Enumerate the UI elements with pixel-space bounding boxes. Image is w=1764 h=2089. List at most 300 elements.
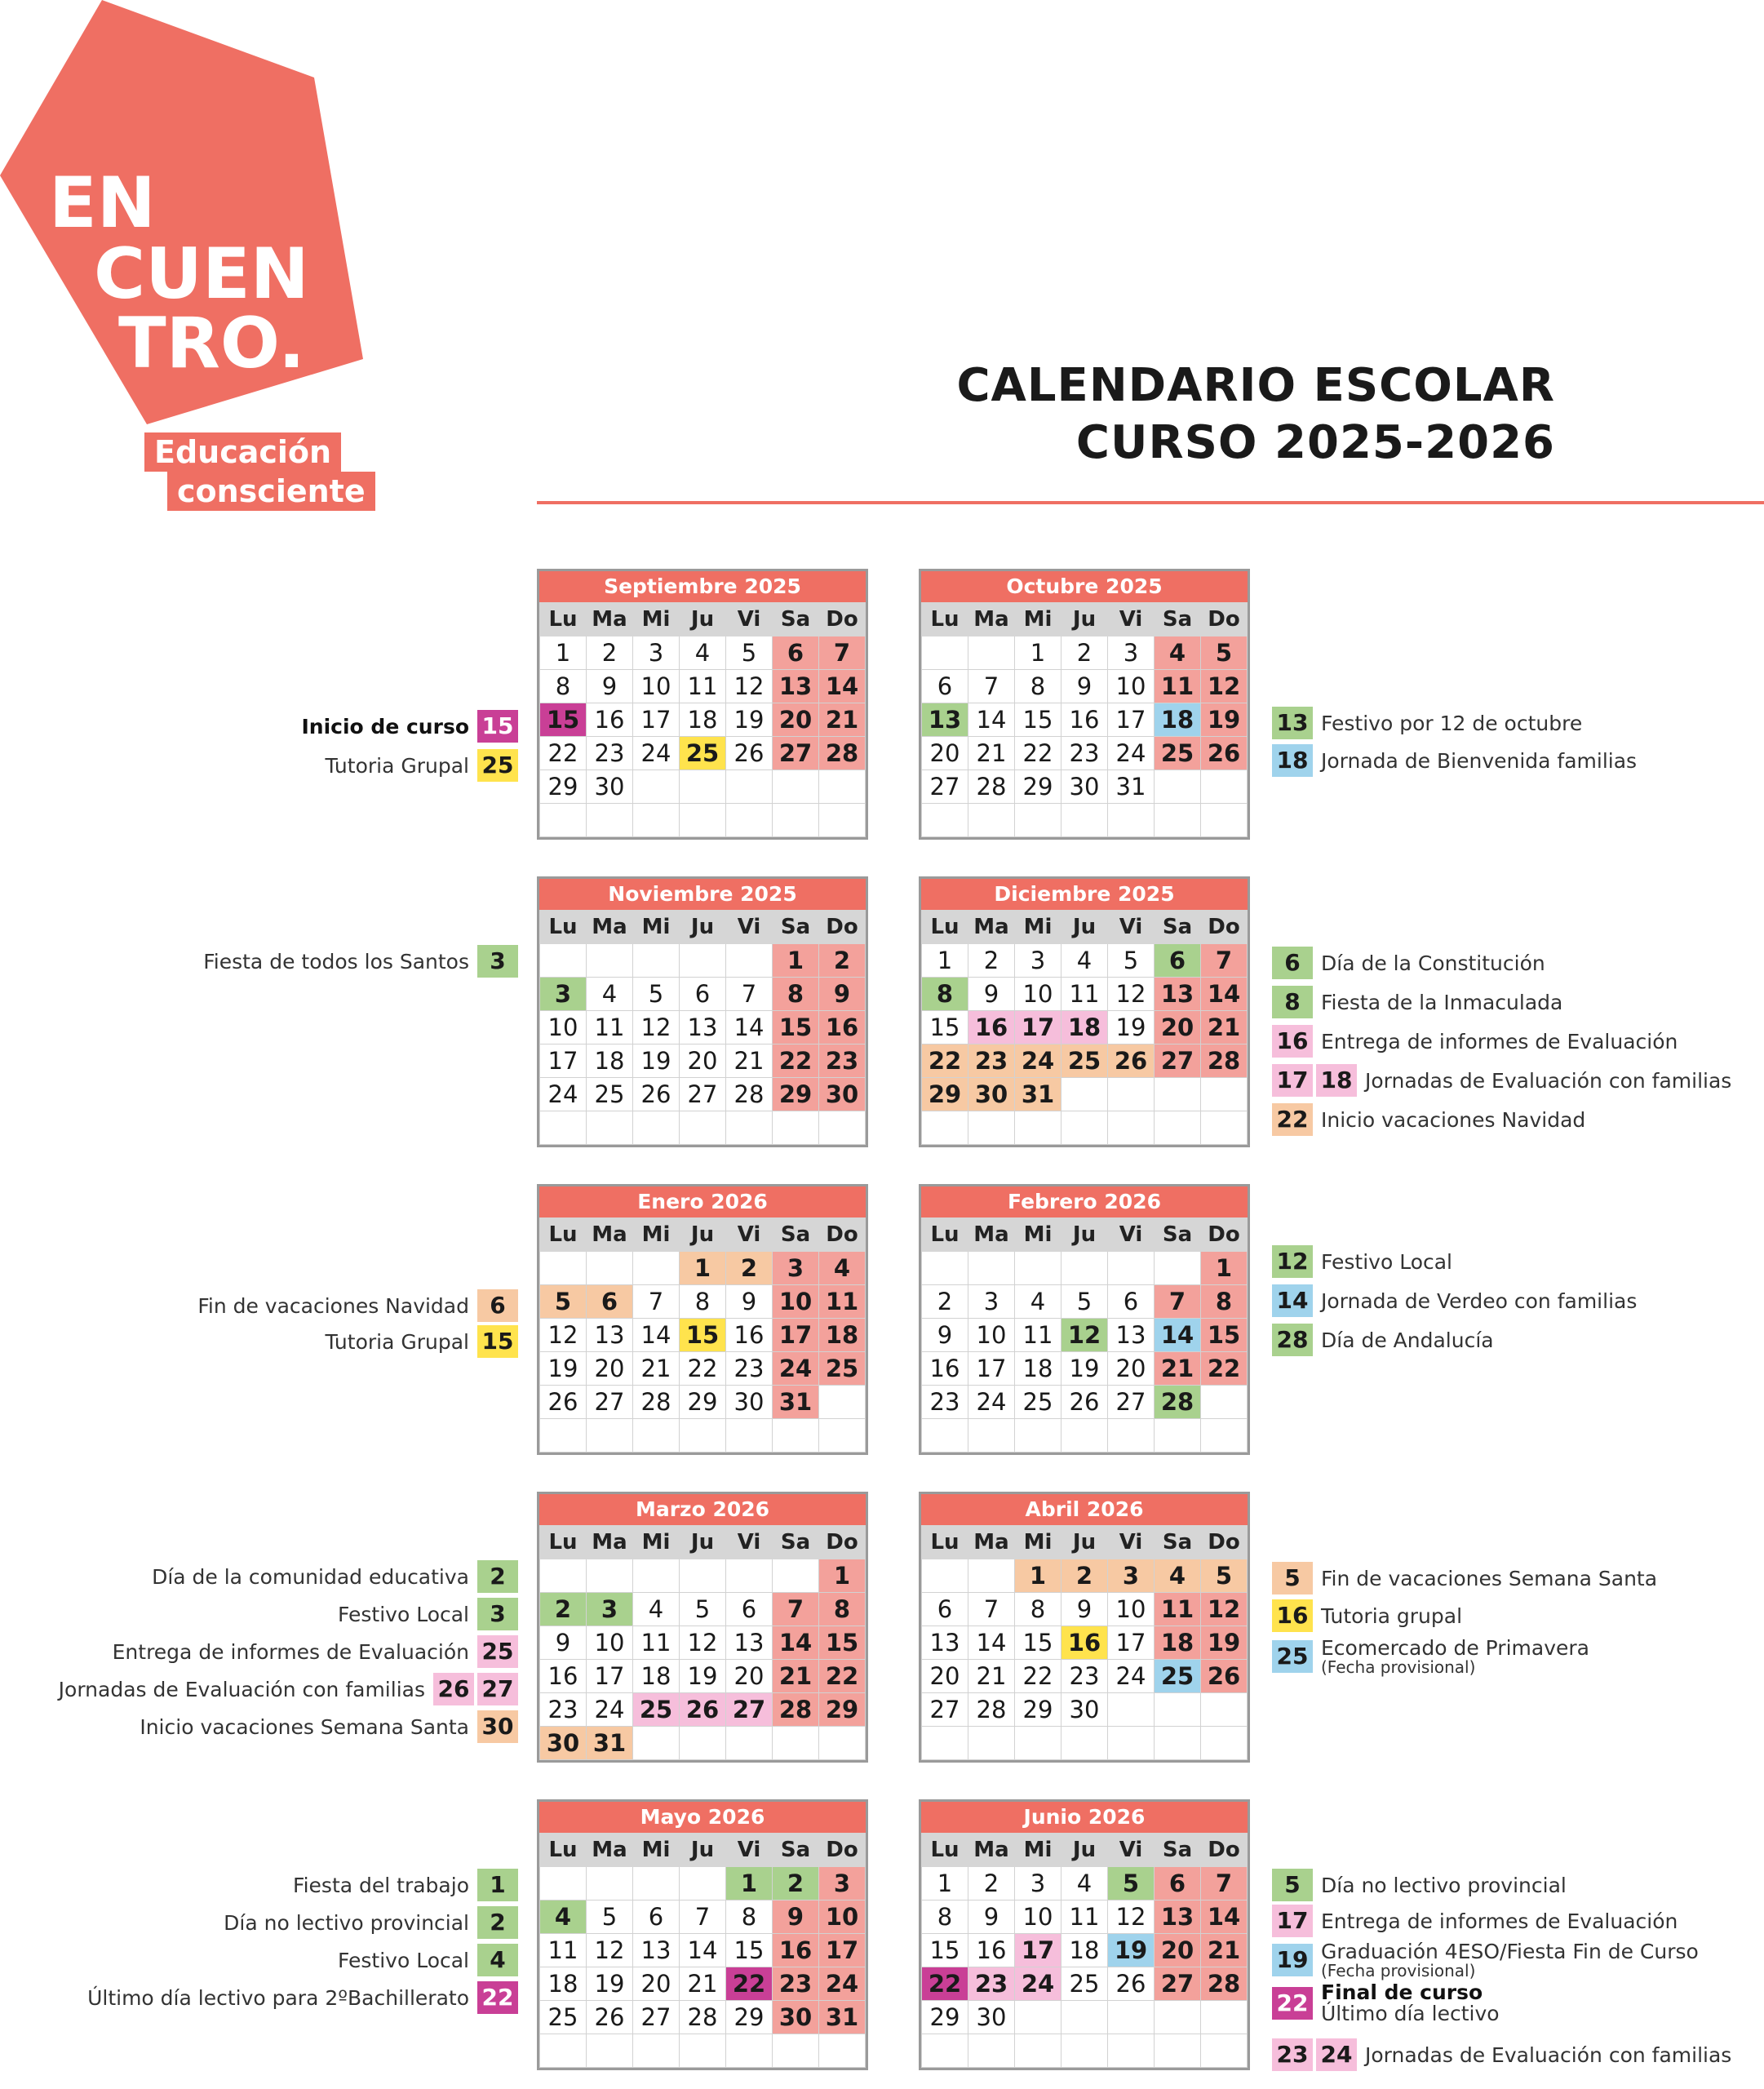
day-cell: 26: [680, 1693, 726, 1727]
day-cell: 13: [726, 1626, 773, 1660]
calendar-month: [919, 1184, 1250, 1455]
weekday-header: Ma: [587, 1834, 633, 1867]
day-cell: 19: [1201, 703, 1248, 737]
day-cell: 27: [726, 1693, 773, 1727]
day-cell: 27: [1155, 1967, 1201, 2001]
legend-day-swatch: 22: [1272, 1987, 1313, 2020]
weekday-header: Sa: [1155, 1526, 1201, 1559]
day-cell: 22: [922, 1967, 968, 2001]
empty-cell: [922, 804, 968, 837]
month-title: Mayo 2026: [539, 1802, 866, 1833]
day-cell: 28: [726, 1078, 773, 1111]
day-cell: 20: [1155, 1934, 1201, 1967]
day-cell: 6: [587, 1285, 633, 1319]
day-cell: 15: [773, 1011, 819, 1044]
day-cell: 17: [1108, 703, 1155, 737]
day-cell: 22: [922, 1044, 968, 1078]
day-cell: 19: [1108, 1934, 1155, 1967]
empty-cell: [1015, 804, 1062, 837]
day-cell: 1: [819, 1559, 866, 1593]
weekday-header: Mi: [633, 1526, 680, 1559]
month-grid: [539, 1217, 866, 1453]
day-cell: 4: [1155, 636, 1201, 670]
calendar-month: [537, 569, 868, 840]
day-cell: 28: [968, 770, 1015, 804]
weekday-header: Vi: [1108, 1834, 1155, 1867]
month-grid: [921, 1833, 1248, 2068]
legend-day-swatch: 12: [1272, 1245, 1313, 1278]
weekday-header: Lu: [922, 1834, 968, 1867]
day-cell: 12: [680, 1626, 726, 1660]
tagline-1: Educación: [144, 432, 341, 472]
day-cell: 24: [1015, 1044, 1062, 1078]
day-cell: 23: [773, 1967, 819, 2001]
day-cell: 12: [1201, 670, 1248, 703]
day-cell: 6: [633, 1901, 680, 1934]
month-grid: [921, 910, 1248, 1145]
empty-cell: [540, 1252, 587, 1285]
weekday-header: Mi: [1015, 603, 1062, 636]
day-cell: 12: [1108, 1901, 1155, 1934]
month-grid: [921, 1525, 1248, 1760]
legend-day-swatch: 27: [477, 1673, 518, 1705]
day-cell: 11: [1155, 1593, 1201, 1626]
day-cell: 20: [773, 703, 819, 737]
day-cell: 1: [1015, 1559, 1062, 1593]
legend-day-swatch: 17: [1272, 1064, 1313, 1097]
legend-item: [325, 1325, 518, 1358]
empty-cell: [922, 1111, 968, 1145]
empty-cell: [773, 770, 819, 804]
empty-cell: [1015, 1111, 1062, 1145]
day-cell: 12: [540, 1319, 587, 1352]
day-cell: 22: [1015, 737, 1062, 770]
empty-cell: [540, 2034, 587, 2068]
day-cell: 8: [922, 1901, 968, 1934]
day-cell: 28: [1201, 1044, 1248, 1078]
empty-cell: [1201, 804, 1248, 837]
day-cell: 23: [968, 1967, 1015, 2001]
weekday-header: Ju: [1062, 1526, 1108, 1559]
day-cell: 14: [633, 1319, 680, 1352]
empty-cell: [773, 2034, 819, 2068]
day-cell: 19: [540, 1352, 587, 1386]
day-cell: 16: [968, 1011, 1015, 1044]
empty-cell: [680, 1727, 726, 1760]
legend-item: [1269, 1562, 1657, 1594]
day-cell: 16: [922, 1352, 968, 1386]
day-cell: 20: [1108, 1352, 1155, 1386]
weekday-header: Do: [1201, 1834, 1248, 1867]
day-cell: 22: [726, 1967, 773, 2001]
day-cell: 7: [773, 1593, 819, 1626]
day-cell: 10: [540, 1011, 587, 1044]
legend-item: [1269, 744, 1637, 777]
legend-item: [1269, 1324, 1494, 1356]
day-cell: 9: [726, 1285, 773, 1319]
day-cell: 10: [773, 1285, 819, 1319]
day-cell: 2: [773, 1867, 819, 1901]
day-cell: 2: [587, 636, 633, 670]
legend-item: [113, 1635, 518, 1668]
legend-day-swatch: 17: [1272, 1905, 1313, 1937]
day-cell: 11: [587, 1011, 633, 1044]
month-title: Enero 2026: [539, 1186, 866, 1217]
day-cell: 1: [726, 1867, 773, 1901]
legend-note: (Fecha provisional): [1321, 1657, 1476, 1677]
legend-item: [197, 1289, 518, 1322]
empty-cell: [1155, 1419, 1201, 1453]
empty-cell: [1201, 2034, 1248, 2068]
day-cell: 30: [968, 1078, 1015, 1111]
day-cell: 15: [1015, 703, 1062, 737]
weekday-header: Mi: [1015, 1526, 1062, 1559]
empty-cell: [1201, 770, 1248, 804]
day-cell: 19: [1062, 1352, 1108, 1386]
day-cell: 4: [819, 1252, 866, 1285]
legend-item: [152, 1560, 518, 1593]
day-cell: 24: [1108, 737, 1155, 770]
legend-item: [1269, 1981, 1500, 2025]
day-cell: 10: [819, 1901, 866, 1934]
day-cell: 10: [587, 1626, 633, 1660]
calendar-month: [537, 1184, 868, 1455]
legend-label: Día de la Constitución: [1321, 951, 1545, 975]
day-cell: 13: [773, 670, 819, 703]
empty-cell: [540, 1559, 587, 1593]
legend-day-swatch: 4: [477, 1944, 518, 1976]
day-cell: 25: [680, 737, 726, 770]
day-cell: 24: [773, 1352, 819, 1386]
logo-text-line1: EN: [49, 162, 156, 244]
legend-label: Fiesta de la Inmaculada: [1321, 990, 1563, 1014]
day-cell: 1: [1015, 636, 1062, 670]
legend-item: [1269, 1245, 1452, 1278]
day-cell: 1: [773, 944, 819, 978]
day-cell: 5: [680, 1593, 726, 1626]
day-cell: 9: [819, 978, 866, 1011]
day-cell: 25: [819, 1352, 866, 1386]
day-cell: 1: [1201, 1252, 1248, 1285]
day-cell: 30: [773, 2001, 819, 2034]
empty-cell: [1155, 1111, 1201, 1145]
weekday-header: Vi: [726, 1526, 773, 1559]
weekday-header: Sa: [773, 911, 819, 944]
day-cell: 11: [633, 1626, 680, 1660]
empty-cell: [726, 804, 773, 837]
day-cell: 17: [773, 1319, 819, 1352]
day-cell: 14: [1201, 1901, 1248, 1934]
empty-cell: [1108, 1693, 1155, 1727]
day-cell: 14: [1201, 978, 1248, 1011]
empty-cell: [1015, 2034, 1062, 2068]
weekday-header: Do: [819, 603, 866, 636]
legend-day-swatch: 5: [1272, 1562, 1313, 1594]
empty-cell: [633, 1867, 680, 1901]
day-cell: 15: [1015, 1626, 1062, 1660]
day-cell: 27: [922, 770, 968, 804]
day-cell: 21: [1201, 1934, 1248, 1967]
day-cell: 9: [968, 978, 1015, 1011]
day-cell: 23: [726, 1352, 773, 1386]
day-cell: 28: [633, 1386, 680, 1419]
day-cell: 4: [1062, 1867, 1108, 1901]
day-cell: 12: [633, 1011, 680, 1044]
empty-cell: [680, 1419, 726, 1453]
empty-cell: [1155, 2034, 1201, 2068]
legend-label-secondary: Último día lectivo: [1321, 2002, 1500, 2025]
day-cell: 4: [633, 1593, 680, 1626]
empty-cell: [773, 1727, 819, 1760]
day-cell: 18: [633, 1660, 680, 1693]
weekday-header: Sa: [773, 603, 819, 636]
legend-label: Jornada de Bienvenida familias: [1321, 748, 1638, 773]
legend-day-swatch: 16: [1272, 1025, 1313, 1058]
empty-cell: [968, 1419, 1015, 1453]
day-cell: 18: [1062, 1934, 1108, 1967]
empty-cell: [587, 1111, 633, 1145]
day-cell: 13: [680, 1011, 726, 1044]
legend-day-swatch: 6: [1272, 947, 1313, 979]
weekday-header: Lu: [540, 1526, 587, 1559]
day-cell: 9: [540, 1626, 587, 1660]
empty-cell: [1201, 1693, 1248, 1727]
empty-cell: [1155, 1693, 1201, 1727]
month-title: Abril 2026: [921, 1494, 1248, 1525]
day-cell: 14: [819, 670, 866, 703]
legend-item: [203, 945, 518, 978]
day-cell: 24: [587, 1693, 633, 1727]
legend-day-swatch: 18: [1272, 744, 1313, 777]
day-cell: 16: [773, 1934, 819, 1967]
day-cell: 12: [1062, 1319, 1108, 1352]
day-cell: 10: [1015, 1901, 1062, 1934]
day-cell: 11: [1062, 1901, 1108, 1934]
day-cell: 20: [1155, 1011, 1201, 1044]
legend-day-swatch: 30: [477, 1710, 518, 1743]
empty-cell: [819, 804, 866, 837]
day-cell: 16: [1062, 703, 1108, 737]
day-cell: 8: [922, 978, 968, 1011]
day-cell: 19: [726, 703, 773, 737]
legend-item: [1269, 1905, 1678, 1937]
day-cell: 12: [1201, 1593, 1248, 1626]
legend-label: Día de la comunidad educativa: [152, 1564, 469, 1589]
month-grid: [539, 1525, 866, 1760]
day-cell: 2: [922, 1285, 968, 1319]
empty-cell: [1155, 1078, 1201, 1111]
empty-cell: [819, 1111, 866, 1145]
day-cell: 4: [540, 1901, 587, 1934]
empty-cell: [968, 1559, 1015, 1593]
empty-cell: [1108, 1252, 1155, 1285]
day-cell: 7: [819, 636, 866, 670]
day-cell: 26: [1201, 1660, 1248, 1693]
day-cell: 11: [540, 1934, 587, 1967]
day-cell: 22: [540, 737, 587, 770]
day-cell: 13: [922, 1626, 968, 1660]
weekday-header: Lu: [922, 1218, 968, 1252]
weekday-header: Ma: [968, 1834, 1015, 1867]
weekday-header: Ju: [1062, 1834, 1108, 1867]
calendar-month: [537, 876, 868, 1147]
day-cell: 17: [1015, 1934, 1062, 1967]
empty-cell: [819, 1727, 866, 1760]
day-cell: 7: [1201, 1867, 1248, 1901]
calendar-month: [919, 569, 1250, 840]
legend-day-swatch: 2: [477, 1560, 518, 1593]
legend-day-swatch: 3: [477, 945, 518, 978]
legend-item: [1269, 1025, 1678, 1058]
legend-label: Jornadas de Evaluación con familias: [1365, 1068, 1732, 1093]
day-cell: 12: [587, 1934, 633, 1967]
weekday-header: Ju: [680, 1834, 726, 1867]
empty-cell: [1062, 1419, 1108, 1453]
day-cell: 24: [1108, 1660, 1155, 1693]
day-cell: 26: [1201, 737, 1248, 770]
day-cell: 5: [633, 978, 680, 1011]
weekday-header: Vi: [726, 603, 773, 636]
legend-item: [338, 1944, 518, 1976]
day-cell: 8: [680, 1285, 726, 1319]
weekday-header: Do: [1201, 1526, 1248, 1559]
legend-label: Día de Andalucía: [1321, 1328, 1494, 1352]
day-cell: 28: [773, 1693, 819, 1727]
empty-cell: [968, 2034, 1015, 2068]
day-cell: 20: [922, 737, 968, 770]
legend-item: [140, 1710, 518, 1743]
day-cell: 1: [922, 944, 968, 978]
day-cell: 2: [726, 1252, 773, 1285]
day-cell: 13: [1155, 1901, 1201, 1934]
day-cell: 30: [1062, 770, 1108, 804]
empty-cell: [540, 944, 587, 978]
empty-cell: [680, 1559, 726, 1593]
day-cell: 22: [680, 1352, 726, 1386]
legend-note: (Fecha provisional): [1321, 1961, 1476, 1980]
day-cell: 18: [1155, 703, 1201, 737]
legend-label: Último día lectivo para 2ºBachillerato: [87, 1985, 469, 2010]
day-cell: 25: [587, 1078, 633, 1111]
day-cell: 12: [726, 670, 773, 703]
empty-cell: [680, 1111, 726, 1145]
day-cell: 4: [1062, 944, 1108, 978]
day-cell: 30: [819, 1078, 866, 1111]
day-cell: 15: [726, 1934, 773, 1967]
day-cell: 10: [1108, 1593, 1155, 1626]
empty-cell: [1015, 1419, 1062, 1453]
weekday-header: Do: [1201, 911, 1248, 944]
weekday-header: Mi: [633, 603, 680, 636]
empty-cell: [1108, 2001, 1155, 2034]
weekday-header: Do: [819, 1526, 866, 1559]
day-cell: 1: [540, 636, 587, 670]
day-cell: 8: [819, 1593, 866, 1626]
day-cell: 6: [726, 1593, 773, 1626]
day-cell: 3: [1108, 1559, 1155, 1593]
weekday-header: Ju: [1062, 911, 1108, 944]
weekday-header: Vi: [726, 1834, 773, 1867]
day-cell: 7: [968, 1593, 1015, 1626]
empty-cell: [922, 1252, 968, 1285]
day-cell: 21: [773, 1660, 819, 1693]
legend-item: [59, 1673, 518, 1705]
day-cell: 6: [1108, 1285, 1155, 1319]
legend-day-swatch: 23: [1272, 2038, 1313, 2071]
weekday-header: Vi: [726, 1218, 773, 1252]
day-cell: 18: [819, 1319, 866, 1352]
legend-label: Jornada de Verdeo con familias: [1321, 1288, 1638, 1313]
day-cell: 13: [1155, 978, 1201, 1011]
day-cell: 6: [922, 1593, 968, 1626]
day-cell: 15: [922, 1011, 968, 1044]
day-cell: 26: [726, 737, 773, 770]
day-cell: 25: [540, 2001, 587, 2034]
day-cell: 23: [1062, 737, 1108, 770]
empty-cell: [1062, 1078, 1108, 1111]
day-cell: 25: [1015, 1386, 1062, 1419]
empty-cell: [1015, 1252, 1062, 1285]
day-cell: 21: [680, 1967, 726, 2001]
day-cell: 17: [968, 1352, 1015, 1386]
empty-cell: [633, 1559, 680, 1593]
empty-cell: [1201, 1078, 1248, 1111]
legend-label: Festivo Local: [338, 1948, 469, 1972]
empty-cell: [633, 944, 680, 978]
empty-cell: [922, 1559, 968, 1593]
weekday-header: Vi: [1108, 603, 1155, 636]
day-cell: 19: [587, 1967, 633, 2001]
day-cell: 10: [633, 670, 680, 703]
day-cell: 9: [1062, 1593, 1108, 1626]
legend-label: Fin de vacaciones Navidad: [197, 1293, 469, 1318]
day-cell: 2: [1062, 1559, 1108, 1593]
tagline-2: consciente: [167, 472, 375, 511]
day-cell: 10: [968, 1319, 1015, 1352]
weekday-header: Do: [1201, 1218, 1248, 1252]
day-cell: 3: [540, 978, 587, 1011]
legend-day-swatch: 13: [1272, 707, 1313, 739]
legend-day-swatch: 22: [1272, 1103, 1313, 1136]
weekday-header: Sa: [773, 1526, 819, 1559]
legend-day-swatch: 15: [477, 1325, 518, 1358]
day-cell: 28: [1201, 1967, 1248, 2001]
day-cell: 12: [1108, 978, 1155, 1011]
logo-shape: [0, 0, 375, 457]
day-cell: 15: [1201, 1319, 1248, 1352]
empty-cell: [1015, 2001, 1062, 2034]
day-cell: 31: [1108, 770, 1155, 804]
day-cell: 24: [1015, 1967, 1062, 2001]
day-cell: 6: [1155, 1867, 1201, 1901]
weekday-header: Mi: [1015, 1218, 1062, 1252]
day-cell: 9: [587, 670, 633, 703]
legend-item: [338, 1598, 518, 1630]
empty-cell: [726, 770, 773, 804]
legend-day-swatch: 3: [477, 1598, 518, 1630]
day-cell: 8: [540, 670, 587, 703]
legend-item: [1269, 1103, 1585, 1136]
empty-cell: [633, 804, 680, 837]
legend-item: [1269, 1869, 1567, 1901]
day-cell: 28: [1155, 1386, 1201, 1419]
weekday-header: Ju: [680, 1218, 726, 1252]
legend-label: Inicio de curso: [301, 714, 469, 738]
day-cell: 26: [1108, 1044, 1155, 1078]
legend-label: Tutoria Grupal: [325, 1329, 469, 1354]
day-cell: 21: [633, 1352, 680, 1386]
day-cell: 19: [680, 1660, 726, 1693]
